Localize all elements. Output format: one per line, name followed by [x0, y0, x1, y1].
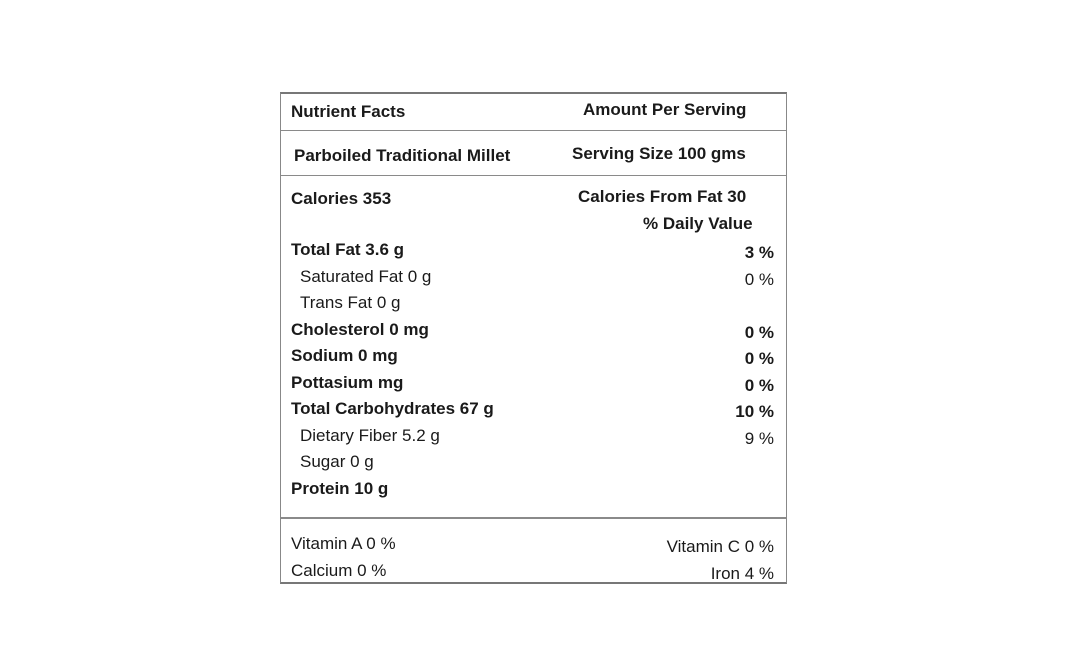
- nutrient-name: Total Fat 3.6 g: [291, 240, 405, 259]
- serving-size: Serving Size 100 gms: [572, 144, 746, 163]
- nutrient-name: Cholesterol 0 mg: [291, 320, 429, 339]
- calories-from-fat: Calories From Fat 30: [578, 187, 747, 206]
- label-title: Nutrient Facts: [291, 102, 406, 121]
- nutrient-name: Pottasium mg: [291, 373, 404, 392]
- nutrient-daily-value: 0 %: [744, 376, 774, 395]
- calories: Calories 353: [291, 189, 392, 208]
- divider-header: [281, 130, 786, 131]
- nutrient-name: Sodium 0 mg: [291, 346, 398, 365]
- nutrition-facts-label: [280, 92, 787, 584]
- nutrient-daily-value: 10 %: [735, 402, 774, 421]
- nutrient-name: Sugar 0 g: [300, 452, 374, 471]
- nutrient-name: Total Carbohydrates 67 g: [291, 399, 494, 418]
- nutrient-name: Trans Fat 0 g: [300, 293, 401, 312]
- vitamin-c: Vitamin C 0 %: [666, 537, 774, 556]
- daily-value-heading: % Daily Value: [643, 214, 753, 233]
- iron: Iron 4 %: [710, 564, 774, 583]
- divider-product: [281, 175, 786, 176]
- amount-per-serving-heading: Amount Per Serving: [583, 100, 747, 119]
- nutrient-daily-value: 0 %: [744, 270, 774, 289]
- nutrient-daily-value: 0 %: [744, 349, 774, 368]
- nutrient-daily-value: 0 %: [744, 323, 774, 342]
- nutrient-name: Protein 10 g: [291, 479, 389, 498]
- nutrient-name: Saturated Fat 0 g: [300, 267, 432, 286]
- nutrient-daily-value: 3 %: [744, 243, 774, 262]
- calcium: Calcium 0 %: [291, 561, 387, 580]
- nutrient-name: Dietary Fiber 5.2 g: [300, 426, 440, 445]
- vitamin-a: Vitamin A 0 %: [291, 534, 396, 553]
- nutrient-daily-value: 9 %: [744, 429, 774, 448]
- divider-vitamins: [281, 517, 786, 519]
- product-name: Parboiled Traditional Millet: [294, 146, 511, 165]
